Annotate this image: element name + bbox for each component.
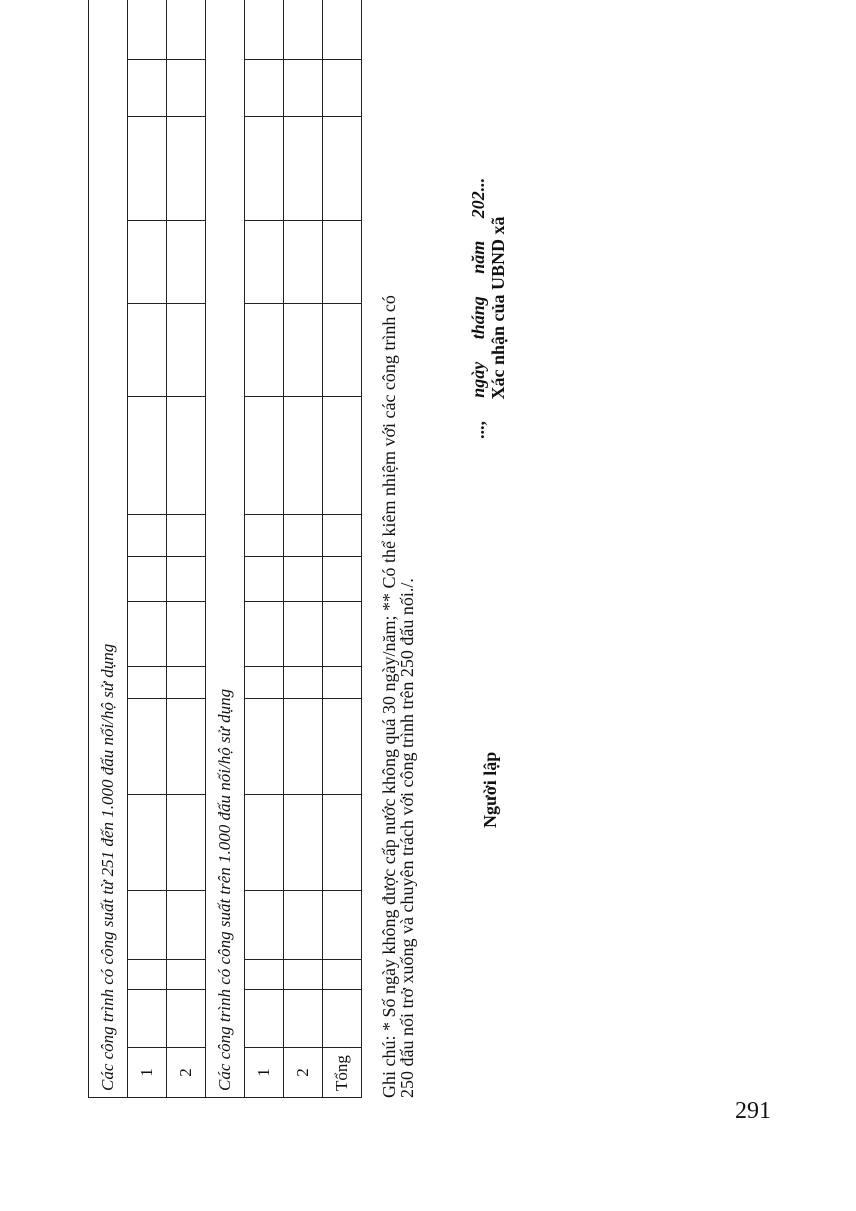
preparer-label: Người lập: [480, 751, 500, 828]
row-index: 2: [284, 1048, 323, 1098]
table-row: [284, 0, 323, 1098]
confirmation-block: [468, 158, 508, 458]
table-row: [167, 0, 206, 1098]
rotated-page-content: [88, 88, 548, 1098]
table-row: [245, 0, 284, 1098]
section-row: [89, 0, 128, 1098]
row-index: 1: [245, 1048, 284, 1098]
footnote-line: 250 đấu nối trở xuống và chuyên trách với công trình trên 250 đấu nối./.: [397, 578, 417, 1098]
row-index: 2: [167, 1048, 206, 1098]
section-title: Các công trình có công suất trên 1.000 đấu nối/hộ sử dụng: [206, 0, 245, 1098]
date-line: ..., ngày tháng năm 202...: [468, 177, 488, 439]
confirm-label: Xác nhận của UBND xã: [488, 216, 508, 400]
footnote: [380, 88, 416, 1098]
page-number: 291: [735, 1098, 771, 1124]
row-index: 1: [128, 1048, 167, 1098]
footnote-line: Ghi chú: * Số ngày không được cấp nước không quá 30 ngày/năm; ** Có thể kiêm nhiệm với các công trình có: [379, 295, 399, 1098]
total-row: [323, 0, 362, 1098]
table-row: [128, 0, 167, 1098]
total-label: Tổng: [323, 1048, 362, 1098]
report-table: [88, 0, 362, 1098]
section-row: [206, 0, 245, 1098]
section-title: Các công trình có công suất từ 251 đến 1.000 đấu nối/hộ sử dụng: [89, 0, 128, 1098]
